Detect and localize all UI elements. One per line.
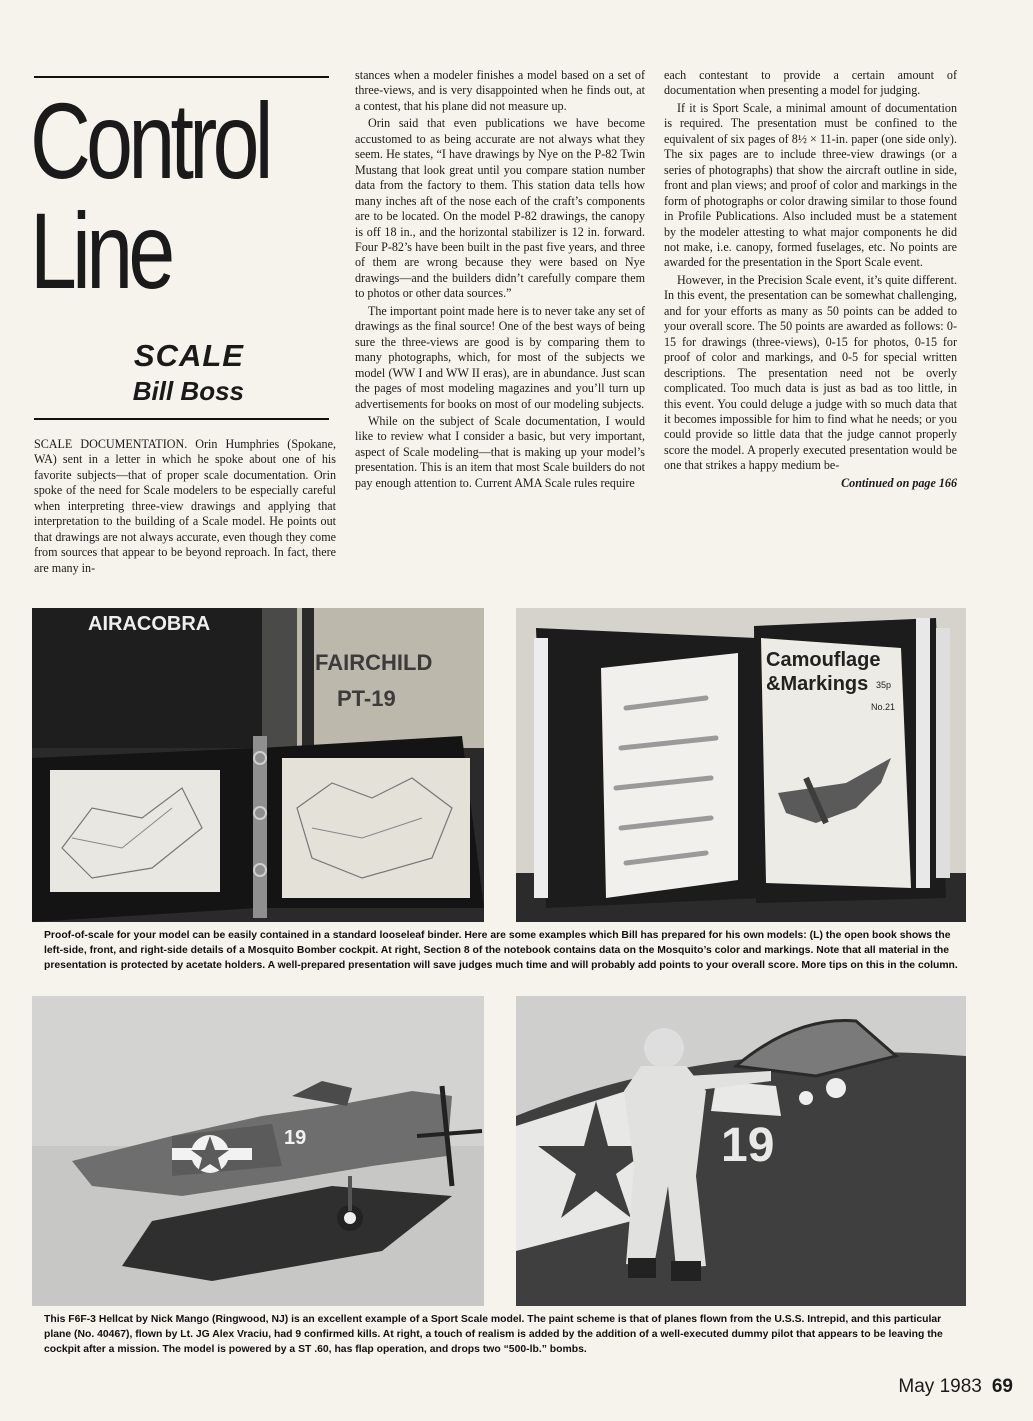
- title-line-2: Line: [30, 190, 171, 311]
- book-title-2: &Markings: [766, 673, 869, 695]
- photo-notebook: [516, 608, 966, 922]
- binder-label-1: AIRACOBRA: [88, 613, 211, 635]
- continued-note: Continued on page 166: [841, 475, 957, 490]
- article-column-1: [34, 437, 336, 578]
- author-name: Bill Boss: [132, 376, 244, 406]
- binder-label-2b: PT-19: [337, 686, 396, 711]
- photo-binders: [32, 608, 484, 922]
- book-title-1: Camouflage: [766, 649, 881, 671]
- page-footer: [898, 1376, 1013, 1398]
- section-label: SCALE: [133, 338, 244, 373]
- byline: [34, 338, 244, 408]
- book-number: No.21: [871, 702, 896, 712]
- paragraph: Orin said that even publications we have become accustomed to as being accurate are not always what they seem. He states, “I have drawings by Nye on the P-82 Twin Mustang that look great until you compare station number data from the factory to them. This station data tells how many inches aft of the nose each of the craft’s components are to be located. On the model P-82 drawings, the canopy is off 18 in., and the horizontal stabilizer is 12 in. forward. Four P-82’s have been built in the past five years, and three of them are wrong because they were based on Nye drawings—and the builders didn’t carefully compare them to photos or other data sources.”: [355, 116, 645, 301]
- paragraph: The important point made here is to never take any set of drawings as the final source! One of the best ways of being sure the three-views are good is by comparing them to many photographs, which, for most of the subjects we model (WW I and WW II eras), are in abundance. Just scan the pages of most modeling magazines and you’ll turn up advertisements for books on most of our modeling subjects.: [355, 303, 645, 411]
- hellcat-number: 19: [721, 1119, 775, 1172]
- binder-label-2a: FAIRCHILD: [315, 650, 433, 675]
- header-top-rule: [34, 76, 329, 78]
- hellcat-number: 19: [284, 1127, 307, 1149]
- paragraph: While on the subject of Scale documentation, I would like to review what I consider a basic, but very important, aspect of Scale modeling—that is making up your model’s presentation. This is an item that most Scale builders do not pay enough attention to. Current AMA Scale rules require: [355, 413, 645, 490]
- paragraph: However, in the Precision Scale event, it’s quite different. In this event, the presentation can be somewhat challenging, and for your efforts as many as 50 points can be added to your overall score. The 50 points are awarded as follows: 0-15 for drawings (three-views), 0-15 for photos, 0-15 for proof of color and markings, and 0-5 for special written descriptions. The presentation need not be overly complicated. Too much data is just as bad as too little, in this event. You could deluge a judge with so much data that it becomes impossible for him to find what he needs; or you could provide so little data that the judge cannot properly score the model. A properly executed presentation would be one that strikes a happy medium be-: [664, 272, 957, 473]
- page-number: 69: [991, 1376, 1013, 1397]
- paragraph: stances when a modeler finishes a model based on a set of three-views, and is very disappointed when he finds out, at a contest, that his plane did not measure up.: [355, 68, 645, 113]
- title-line-1: Control: [30, 80, 269, 201]
- photo-hellcat: [32, 996, 484, 1306]
- caption-bottom: This F6F-3 Hellcat by Nick Mango (Ringwood, NJ) is an excellent example of a Sport Scale model. The paint scheme is that of planes flown from the U.S.S. Intrepid, and this particular plane (No. 40467), flown by Lt. JG Alex Vraciu, had 9 confirmed kills. At right, a touch of realism is added by the addition of a well-executed dummy pilot that appears to be leaving the cockpit after a mission. The model is powered by a ST .60, has flap operation, and drops two “500-lb.” bombs.: [44, 1314, 943, 1356]
- paragraph: SCALE DOCUMENTATION. Orin Humphries (Spokane, WA) sent in a letter in which he spoke about one of his favorite subjects—that of proper scale documentation. Orin spoke of the need for Scale modelers to be especially careful when interpreting three-view drawings and applying that interpretation to the building of a Scale model. He points out that drawings are not always accurate, even though they come from sources that appear to be beyond reproach. In fact, there are many in-: [34, 437, 336, 575]
- page-title: [30, 80, 272, 311]
- issue-date: May 1983: [898, 1376, 982, 1397]
- caption-top: Proof-of-scale for your model can be easily contained in a standard looseleaf binder. Here are some examples which Bill has prepared for his own models: (L) the open book shows the left-side, front, and right-side details of a Mosquito Bomber cockpit. At right, Section 8 of the notebook contains data on the Mosquito’s color and markings. Note that all material in the presentation is protected by acetate holders. A well-prepared presentation will save judges much time and will probably add points to your overall score. More tips on this in the column.: [44, 930, 958, 972]
- article-column-2: [355, 68, 645, 493]
- paragraph: If it is Sport Scale, a minimal amount of documentation is required. The presentation must be confined to the equivalent of six pages of 8½ × 11-in. paper (one side only). The six pages are to include three-view drawings (or a series of photographs) that show the aircraft outline in side, front and plan views; and proof of color and markings in the form of photographs or color drawing similar to those found in Profile Publications. Also included must be a statement by the modeler attesting to what major components he did not make, i.e. canopy, formed fuselages, etc. No points are awarded for the presentation in the Sport Scale event.: [664, 100, 957, 270]
- photo-dummy-pilot: [516, 996, 966, 1306]
- paragraph: each contestant to provide a certain amount of documentation when presenting a model for judging.: [664, 68, 957, 98]
- header-bottom-rule: [34, 418, 329, 420]
- book-price: 35p: [876, 680, 892, 690]
- article-column-3: [664, 68, 957, 491]
